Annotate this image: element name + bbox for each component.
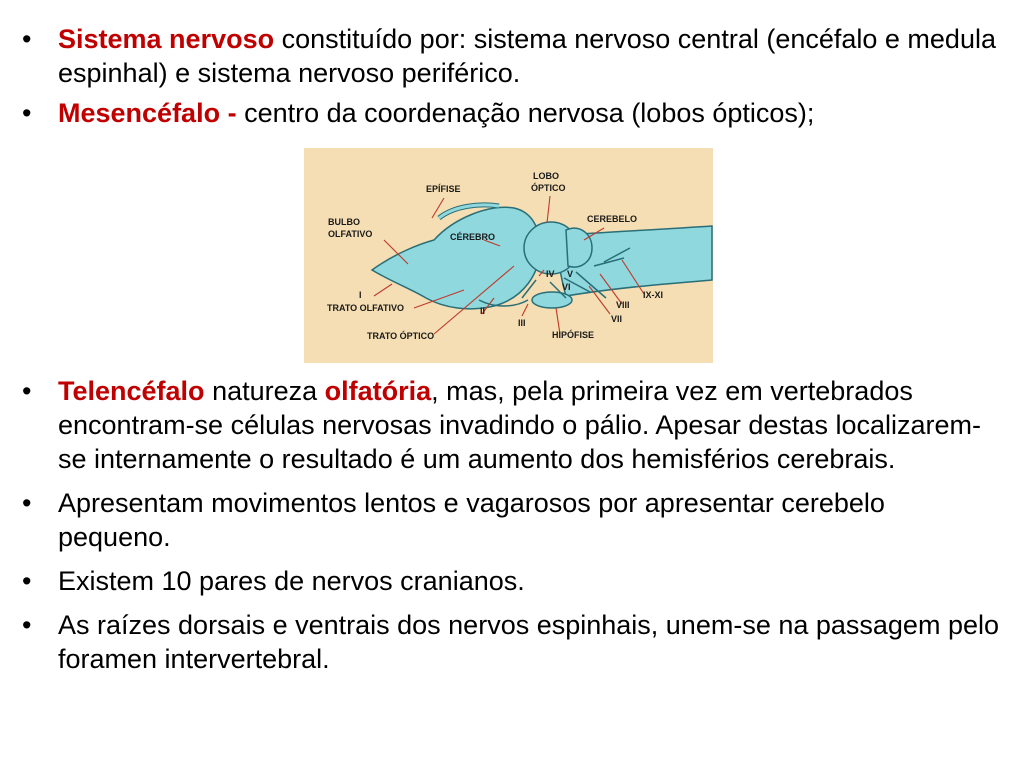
text-telencefalo-mid: natureza: [204, 376, 325, 406]
bullet-nervos-cranianos: [22, 564, 1002, 598]
label-trato-olfativo: TRATO OLFATIVO: [327, 303, 404, 313]
term-olfatoria: olfatória: [324, 376, 432, 406]
text-telencefalo: , mas, pela primeira vez em vertebrados encontram-se células nervosas invadindo o pálio. Apesar destas localizarem-se internamente o resultado é um aumento dos hemisférios cerebrais.: [58, 376, 981, 474]
label-cerebelo: CEREBELO: [587, 214, 638, 224]
text-nervos-cranianos: Existem 10 pares de nervos cranianos.: [58, 566, 525, 596]
text-raizes: As raízes dorsais e ventrais dos nervos espinhais, unem-se na passagem pelo foramen intervertebral.: [58, 610, 999, 674]
bullet-movimentos: [22, 486, 1002, 554]
label-nerve-vii: VII: [611, 314, 623, 324]
text-movimentos: Apresentam movimentos lentos e vagarosos por apresentar cerebelo pequeno.: [58, 488, 885, 552]
label-nerve-iv: IV: [546, 269, 555, 279]
label-nerve-v: V: [567, 269, 574, 279]
label-bulbo-line1: BULBO: [328, 217, 360, 227]
label-nerve-viii: VIII: [616, 300, 630, 310]
bottom-bullet-list: [22, 374, 1002, 676]
label-cerebro: CÉREBRO: [450, 232, 496, 242]
term-mesencefalo: Mesencéfalo -: [58, 98, 237, 128]
term-sistema-nervoso: Sistema nervoso: [58, 24, 275, 54]
label-hipofise: HIPÓFISE: [552, 330, 595, 340]
label-epifise: EPÍFISE: [426, 184, 461, 194]
bullet-telencefalo: [22, 374, 1002, 476]
label-nerve-ix-xi: IX-XI: [643, 290, 664, 300]
label-trato-optico: TRATO ÓPTICO: [367, 331, 435, 341]
bullet-raizes: [22, 608, 1002, 676]
label-lobo-optico-line1: LOBO: [533, 171, 559, 181]
label-nerve-ii: II: [480, 306, 486, 316]
top-bullet-list: [22, 22, 1002, 130]
term-telencefalo: Telencéfalo: [58, 376, 205, 406]
bullet-sistema-nervoso: [22, 22, 1002, 90]
brain-illustration: [304, 148, 713, 363]
bullet-dot: •: [22, 488, 32, 518]
label-lobo-optico-line2: ÓPTICO: [531, 183, 566, 193]
label-nerve-vi: VI: [562, 282, 571, 292]
label-bulbo-line2: OLFATIVO: [328, 229, 373, 239]
bullet-dot: •: [22, 24, 32, 54]
text-mesencefalo: centro da coordenação nervosa (lobos ópticos);: [236, 98, 815, 128]
bullet-dot: •: [22, 610, 32, 640]
bullet-dot: •: [22, 98, 32, 128]
bullet-dot: •: [22, 566, 32, 596]
bullet-mesencefalo: [22, 96, 1002, 130]
text-sistema-nervoso: constituído por: sistema nervoso central (encéfalo e medula espinhal) e sistema nervoso periférico.: [58, 24, 996, 88]
bullet-dot: •: [22, 376, 32, 406]
brain-diagram: [304, 148, 713, 363]
label-nerve-i: I: [359, 290, 362, 300]
label-nerve-iii: III: [518, 318, 526, 328]
